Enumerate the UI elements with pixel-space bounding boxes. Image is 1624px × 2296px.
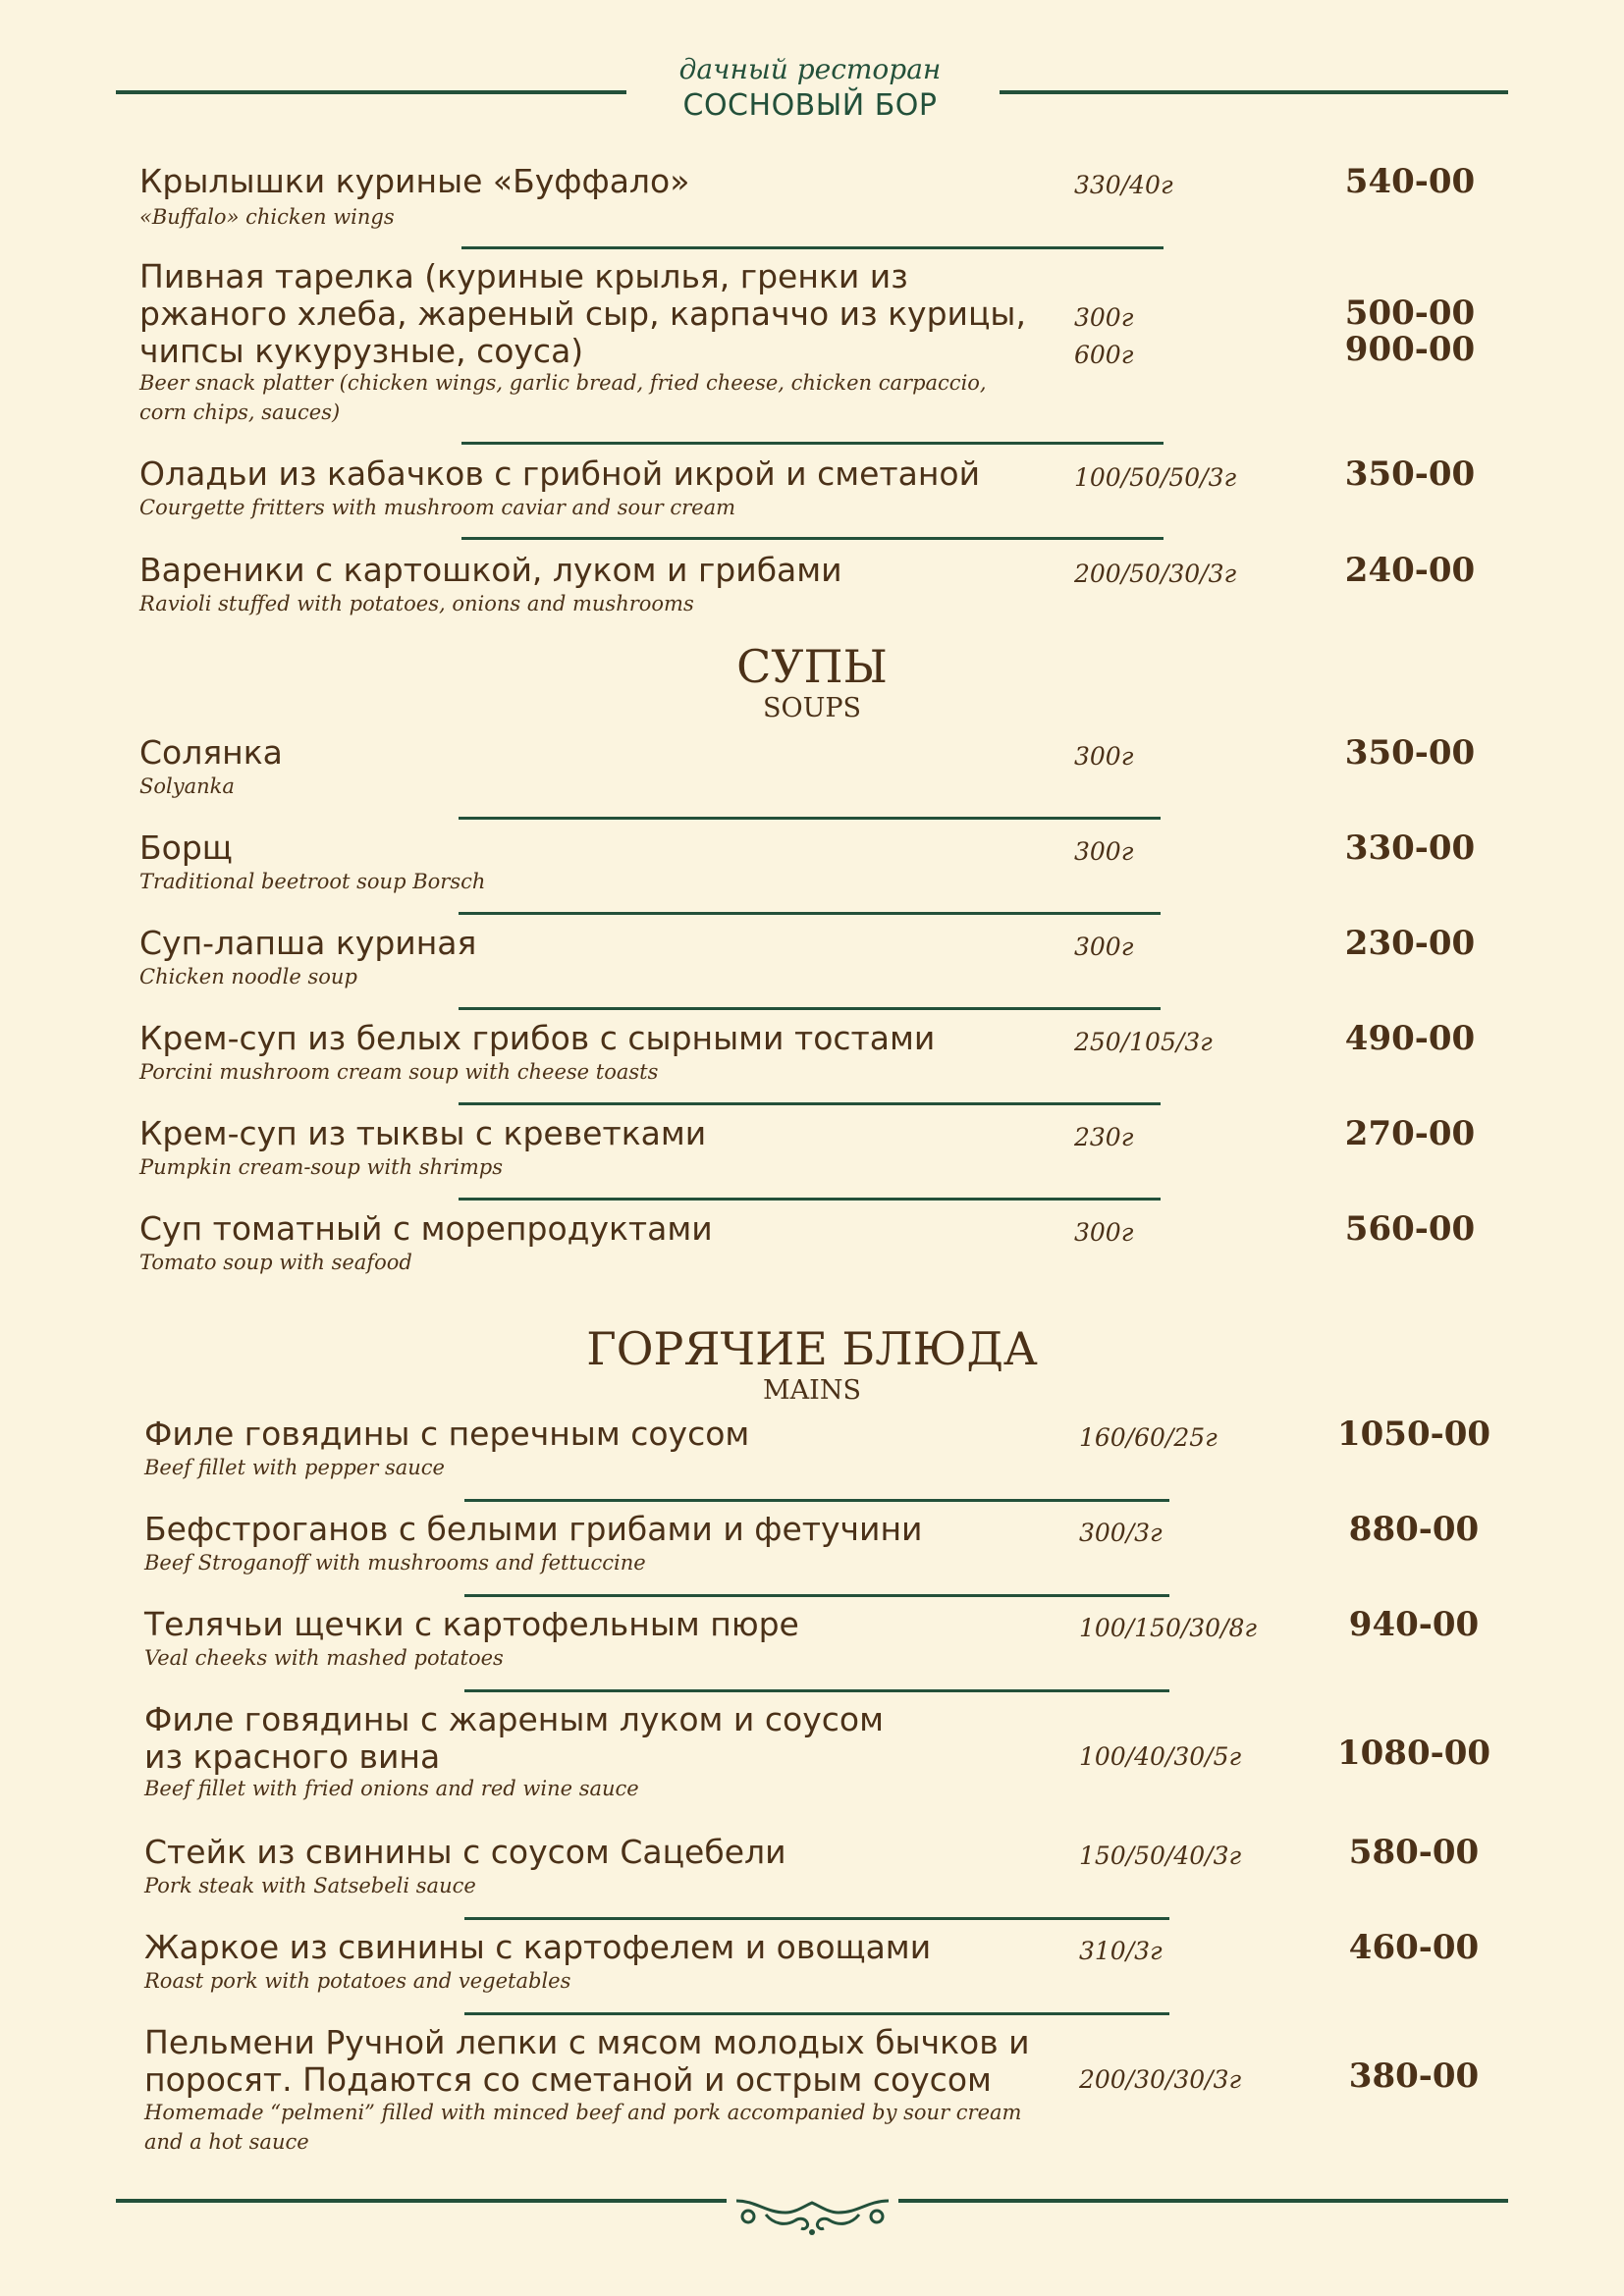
dish-price: 580-00: [1348, 1833, 1480, 1872]
dish-name-en: Beer snack platter (chicken wings, garlic bread, fried cheese, chicken carpaccio, corn chips, sauces): [139, 371, 987, 424]
dish-price: 880-00: [1348, 1510, 1480, 1549]
item-divider: [464, 1594, 1169, 1597]
dish-name-en: Porcini mushroom cream soup with cheese toasts: [139, 1060, 659, 1084]
dish-weight: 150/50/40/3г: [1079, 1842, 1242, 1870]
dish-price: 460-00: [1348, 1928, 1480, 1967]
item-divider: [459, 1007, 1161, 1010]
dish-weight: 100/50/50/3г: [1074, 463, 1237, 492]
dish-name-en: Traditional beetroot soup Borsch: [139, 870, 486, 893]
item-divider: [461, 537, 1164, 540]
dish-weight: 300г: [1074, 933, 1134, 961]
dish-weight: 300/3г: [1079, 1519, 1163, 1547]
dish-weight: 300г: [1074, 1218, 1134, 1247]
section-subtitle-mains: MAINS: [763, 1375, 861, 1406]
item-divider: [461, 246, 1164, 249]
dish-weight: 200/50/30/3г: [1074, 560, 1237, 588]
dish-weight-large: 600г: [1074, 341, 1134, 369]
dish-name-ru: Пельмени Ручной лепки с мясом молодых бычков и поросят. Подаются со сметаной и острым соусом: [144, 2023, 1030, 2099]
dish-name-en: Tomato soup with seafood: [139, 1251, 412, 1274]
dish-name-ru: Пивная тарелка (куриные крылья, гренки из ржаного хлеба, жареный сыр, карпаччо из курицы, чипсы кукурузные, соуса): [139, 257, 1026, 370]
item-divider: [459, 912, 1161, 915]
item-divider: [459, 1198, 1161, 1201]
dish-price-small: 500-00: [1344, 294, 1476, 333]
dish-name-ru: Бефстроганов с белыми грибами и фетучини: [144, 1510, 923, 1548]
dish-weight: 310/3г: [1079, 1937, 1163, 1965]
dish-weight: 250/105/3г: [1074, 1028, 1213, 1056]
dish-name-ru: Жаркое из свинины с картофелем и овощами: [144, 1928, 932, 1966]
dish-price: 940-00: [1348, 1605, 1480, 1644]
dish-name-en: Courgette fritters with mushroom caviar and sour cream: [139, 496, 736, 519]
dish-name-en: Pork steak with Satsebeli sauce: [144, 1874, 476, 1897]
dish-price: 490-00: [1344, 1019, 1476, 1058]
dish-weight: 230г: [1074, 1123, 1134, 1151]
dish-name-ru: Суп-лапша куриная: [139, 924, 477, 962]
item-divider: [464, 2012, 1169, 2015]
item-divider: [464, 1917, 1169, 1920]
dish-weight: 300г: [1074, 837, 1134, 866]
dish-weight: 100/150/30/8г: [1079, 1614, 1258, 1642]
dish-weight: 160/60/25г: [1079, 1423, 1218, 1452]
dish-name-ru: Суп томатный с морепродуктами: [139, 1209, 713, 1248]
dish-price: 350-00: [1344, 733, 1476, 773]
item-divider: [464, 1689, 1169, 1692]
dish-name-en: Veal cheeks with mashed potatoes: [144, 1646, 504, 1670]
dish-name-en: Beef Stroganoff with mushrooms and fettuccine: [144, 1551, 646, 1575]
dish-price: 1050-00: [1336, 1415, 1491, 1454]
dish-price: 270-00: [1344, 1114, 1476, 1153]
dish-name-ru: Крылышки куриные «Буффало»: [139, 162, 690, 200]
dish-weight: 300г: [1074, 742, 1134, 771]
item-divider: [461, 442, 1164, 445]
dish-price: 560-00: [1344, 1209, 1476, 1249]
dish-name-en: Solyanka: [139, 774, 235, 798]
dish-name-en: Homemade “pelmeni” filled with minced beef and pork accompanied by sour cream and a hot sauce: [144, 2101, 1022, 2154]
dish-price: 330-00: [1344, 828, 1476, 868]
dish-weight: 100/40/30/5г: [1079, 1742, 1242, 1771]
dish-name-en: Roast pork with potatoes and vegetables: [144, 1969, 571, 1993]
dish-price: 240-00: [1344, 551, 1476, 590]
dish-name-en: Ravioli stuffed with potatoes, onions and mushrooms: [139, 592, 694, 615]
item-divider: [464, 1499, 1169, 1502]
dish-price: 230-00: [1344, 924, 1476, 963]
restaurant-logo: [0, 51, 1624, 139]
dish-name-ru: Крем-суп из белых грибов с сырными тостами: [139, 1019, 936, 1057]
dish-name-ru: Оладьи из кабачков с грибной икрой и сметаной: [139, 454, 981, 493]
restaurant-tagline: дачный ресторан: [678, 53, 942, 85]
dish-name-ru: Крем-суп из тыквы с креветками: [139, 1114, 707, 1152]
section-subtitle-soups: SOUPS: [762, 693, 862, 723]
dish-price: 380-00: [1348, 2056, 1480, 2096]
dish-name-ru: Борщ: [139, 828, 233, 867]
dish-name-en: «Buffalo» chicken wings: [139, 205, 395, 229]
item-divider: [459, 817, 1161, 820]
dish-name-ru: Стейк из свинины с соусом Сацебели: [144, 1833, 786, 1871]
restaurant-name: СОСНОВЫЙ БОР: [682, 88, 938, 123]
section-title-mains: ГОРЯЧИЕ БЛЮДА: [586, 1322, 1038, 1375]
dish-name-ru: Вареники с картошкой, луком и грибами: [139, 551, 842, 589]
dish-weight: 330/40г: [1074, 171, 1173, 199]
dish-name-en: Beef fillet with pepper sauce: [144, 1456, 445, 1479]
dish-name-en: Chicken noodle soup: [139, 965, 357, 988]
item-divider: [459, 1102, 1161, 1105]
dish-name-en: Pumpkin cream-soup with shrimps: [139, 1155, 503, 1179]
dish-name-ru: Телячьи щечки с картофельным пюре: [144, 1605, 799, 1643]
dish-price-large: 900-00: [1344, 330, 1476, 369]
dish-price: 1080-00: [1336, 1734, 1491, 1773]
dish-price: 540-00: [1344, 162, 1476, 201]
dish-weight: 200/30/30/3г: [1079, 2065, 1242, 2094]
dish-weight-small: 300г: [1074, 303, 1134, 332]
flourish-ornament-icon: [727, 2191, 898, 2240]
dish-name-ru: Солянка: [139, 733, 283, 772]
dish-name-ru: Филе говядины с жареным луком и соусом из красного вина: [144, 1700, 884, 1776]
section-title-soups: СУПЫ: [736, 640, 888, 693]
dish-price: 350-00: [1344, 454, 1476, 494]
dish-name-ru: Филе говядины с перечным соусом: [144, 1415, 750, 1453]
dish-name-en: Beef fillet with fried onions and red wine sauce: [144, 1777, 639, 1800]
